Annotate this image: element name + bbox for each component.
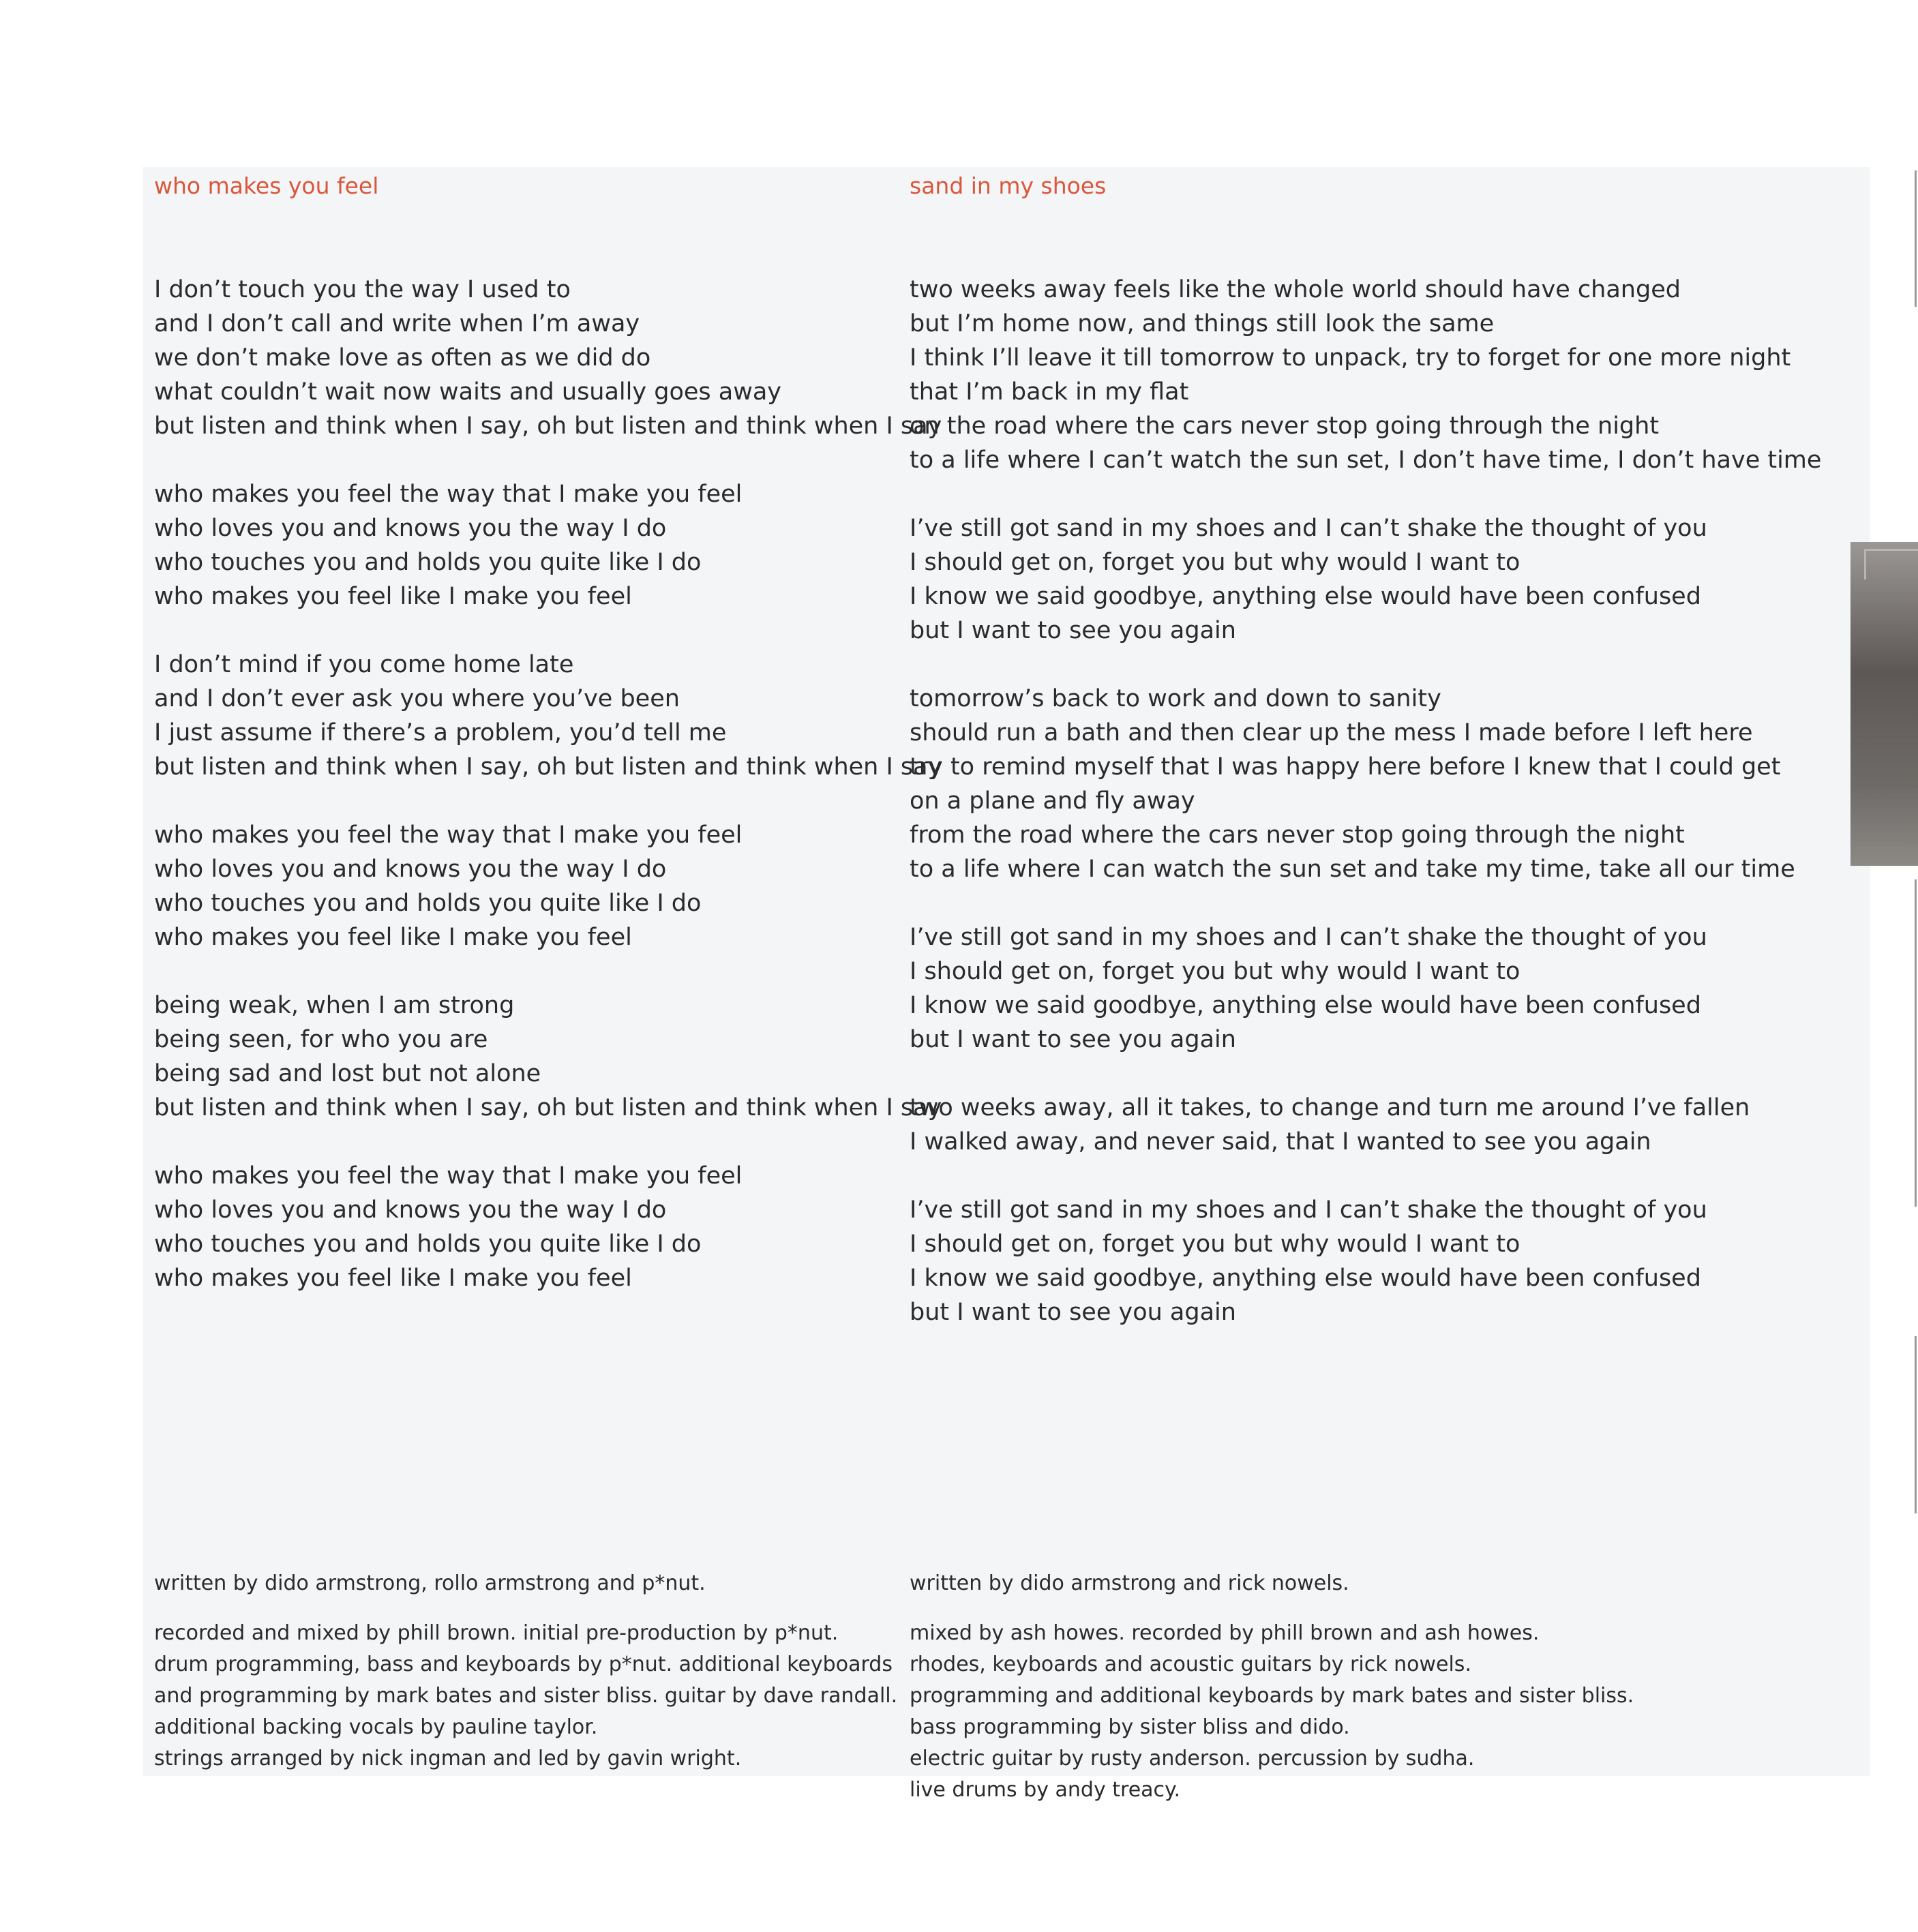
song-title-right: sand in my shoes <box>910 172 1107 199</box>
lyric-line: but I want to see you again <box>910 617 1236 644</box>
writer-credit: written by dido armstrong and rick nowels. <box>910 1571 1349 1595</box>
lyric-line: two weeks away, all it takes, to change and turn me around I’ve fallen <box>910 1094 1750 1121</box>
credit-line: rhodes, keyboards and acoustic guitars by rick nowels. <box>910 1652 1471 1676</box>
lyric-line: what couldn’t wait now waits and usually goes away <box>154 378 781 406</box>
stanza <box>910 682 1821 886</box>
credit-line: strings arranged by nick ingman and led by gavin wright. <box>154 1747 742 1770</box>
lyric-line: who makes you feel like I make you feel <box>154 1265 632 1292</box>
lyric-line: I know we said goodbye, anything else would have been confused <box>910 1265 1701 1292</box>
credit-line: bass programming by sister bliss and dido. <box>910 1715 1350 1739</box>
stanza <box>154 477 942 614</box>
lyric-line: I should get on, forget you but why would I want to <box>910 549 1520 576</box>
stanza <box>154 648 942 784</box>
lyric-line: from the road where the cars never stop going through the night <box>910 821 1685 849</box>
lyric-line: should run a bath and then clear up the mess I made before I left here <box>910 719 1753 746</box>
stanza <box>910 920 1821 1057</box>
lyric-line: who makes you feel the way that I make you feel <box>154 821 743 849</box>
credit-line: additional backing vocals by pauline taylor. <box>154 1715 598 1739</box>
writer-credit: written by dido armstrong, rollo armstrong and p*nut. <box>154 1571 706 1595</box>
stanza <box>154 988 942 1125</box>
lyrics-right <box>910 273 1821 1363</box>
lyric-line: I know we said goodbye, anything else would have been confused <box>910 583 1701 610</box>
credits-right <box>910 1570 1634 1806</box>
lyric-line: two weeks away feels like the whole world should have changed <box>910 276 1681 303</box>
edge-mark <box>1915 879 1917 1207</box>
lyric-line: who makes you feel the way that I make you feel <box>154 481 743 508</box>
lyric-line: I just assume if there’s a problem, you’d tell me <box>154 719 727 746</box>
credits-left <box>154 1570 897 1775</box>
lyric-line: tomorrow’s back to work and down to sanity <box>910 685 1441 712</box>
stanza <box>910 511 1821 648</box>
edge-mark <box>1915 170 1917 307</box>
lyric-line: we don’t make love as often as we did do <box>154 344 651 372</box>
lyric-line: who touches you and holds you quite like I do <box>154 1231 702 1258</box>
lyric-line: I don’t touch you the way I used to <box>154 276 571 303</box>
lyric-line: but listen and think when I say, oh but listen and think when I say <box>154 1094 942 1121</box>
lyric-line: who makes you feel like I make you feel <box>154 924 632 951</box>
lyric-line: I’ve still got sand in my shoes and I can’t shake the thought of you <box>910 1196 1707 1224</box>
lyric-line: I walked away, and never said, that I wanted to see you again <box>910 1128 1651 1156</box>
lyric-line: but I want to see you again <box>910 1299 1236 1326</box>
lyric-line: who touches you and holds you quite like I do <box>154 890 702 917</box>
lyric-line: who loves you and knows you the way I do <box>154 1196 667 1224</box>
lyric-line: I don’t mind if you come home late <box>154 651 574 678</box>
lyric-line: being sad and lost but not alone <box>154 1060 541 1087</box>
lyric-line: who loves you and knows you the way I do <box>154 515 667 542</box>
stanza <box>910 1091 1821 1159</box>
credit-line: electric guitar by rusty anderson. percussion by sudha. <box>910 1747 1475 1770</box>
lyric-line: on a plane and fly away <box>910 787 1195 815</box>
lyrics-left <box>154 273 942 1329</box>
lyric-line: I should get on, forget you but why would I want to <box>910 1231 1520 1258</box>
song-title-left: who makes you feel <box>154 172 379 199</box>
lyric-line: try to remind myself that I was happy here before I knew that I could get <box>910 753 1781 781</box>
lyric-line: I should get on, forget you but why would I want to <box>910 958 1520 985</box>
lyric-line: who touches you and holds you quite like I do <box>154 549 702 576</box>
lyric-line: but listen and think when I say, oh but listen and think when I say <box>154 753 942 781</box>
lyric-line: I’ve still got sand in my shoes and I can’t shake the thought of you <box>910 515 1707 542</box>
lyric-line: I’ve still got sand in my shoes and I can’t shake the thought of you <box>910 924 1707 951</box>
credit-line: and programming by mark bates and sister bliss. guitar by dave randall. <box>154 1684 898 1708</box>
lyric-line: but listen and think when I say, oh but listen and think when I say <box>154 412 942 440</box>
credit-line: mixed by ash howes. recorded by phill brown and ash howes. <box>910 1621 1540 1645</box>
lyric-line: but I’m home now, and things still look the same <box>910 310 1495 337</box>
credit-line: recorded and mixed by phill brown. initial pre-production by p*nut. <box>154 1621 839 1645</box>
lyric-line: to a life where I can watch the sun set and take my time, take all our time <box>910 856 1795 883</box>
tab-frame-line <box>1864 549 1918 579</box>
lyric-line: and I don’t ever ask you where you’ve been <box>154 685 680 712</box>
lyric-line: being seen, for who you are <box>154 1026 488 1053</box>
stanza <box>910 1193 1821 1329</box>
credit-line: programming and additional keyboards by mark bates and sister bliss. <box>910 1684 1634 1708</box>
lyric-line: being weak, when I am strong <box>154 992 515 1019</box>
lyric-line: who makes you feel like I make you feel <box>154 583 632 610</box>
lyric-line: I know we said goodbye, anything else would have been confused <box>910 992 1701 1019</box>
lyric-line: to a life where I can’t watch the sun set, I don’t have time, I don’t have time <box>910 447 1822 474</box>
stanza <box>910 273 1821 477</box>
page-edge-photo-tab <box>1850 542 1918 866</box>
stanza <box>154 818 942 954</box>
stanza <box>154 1159 942 1295</box>
credit-line: live drums by andy treacy. <box>910 1778 1181 1802</box>
lyric-line: but I want to see you again <box>910 1026 1236 1053</box>
lyric-line: I think I’ll leave it till tomorrow to unpack, try to forget for one more night <box>910 344 1791 372</box>
lyric-line: who loves you and knows you the way I do <box>154 856 667 883</box>
lyric-line: on the road where the cars never stop going through the night <box>910 412 1660 440</box>
lyric-line: and I don’t call and write when I’m away <box>154 310 640 337</box>
lyric-line: that I’m back in my flat <box>910 378 1189 406</box>
credit-line: drum programming, bass and keyboards by p*nut. additional keyboards <box>154 1652 893 1676</box>
lyric-line: who makes you feel the way that I make you feel <box>154 1162 743 1190</box>
edge-mark <box>1915 1336 1917 1513</box>
stanza <box>154 273 942 443</box>
